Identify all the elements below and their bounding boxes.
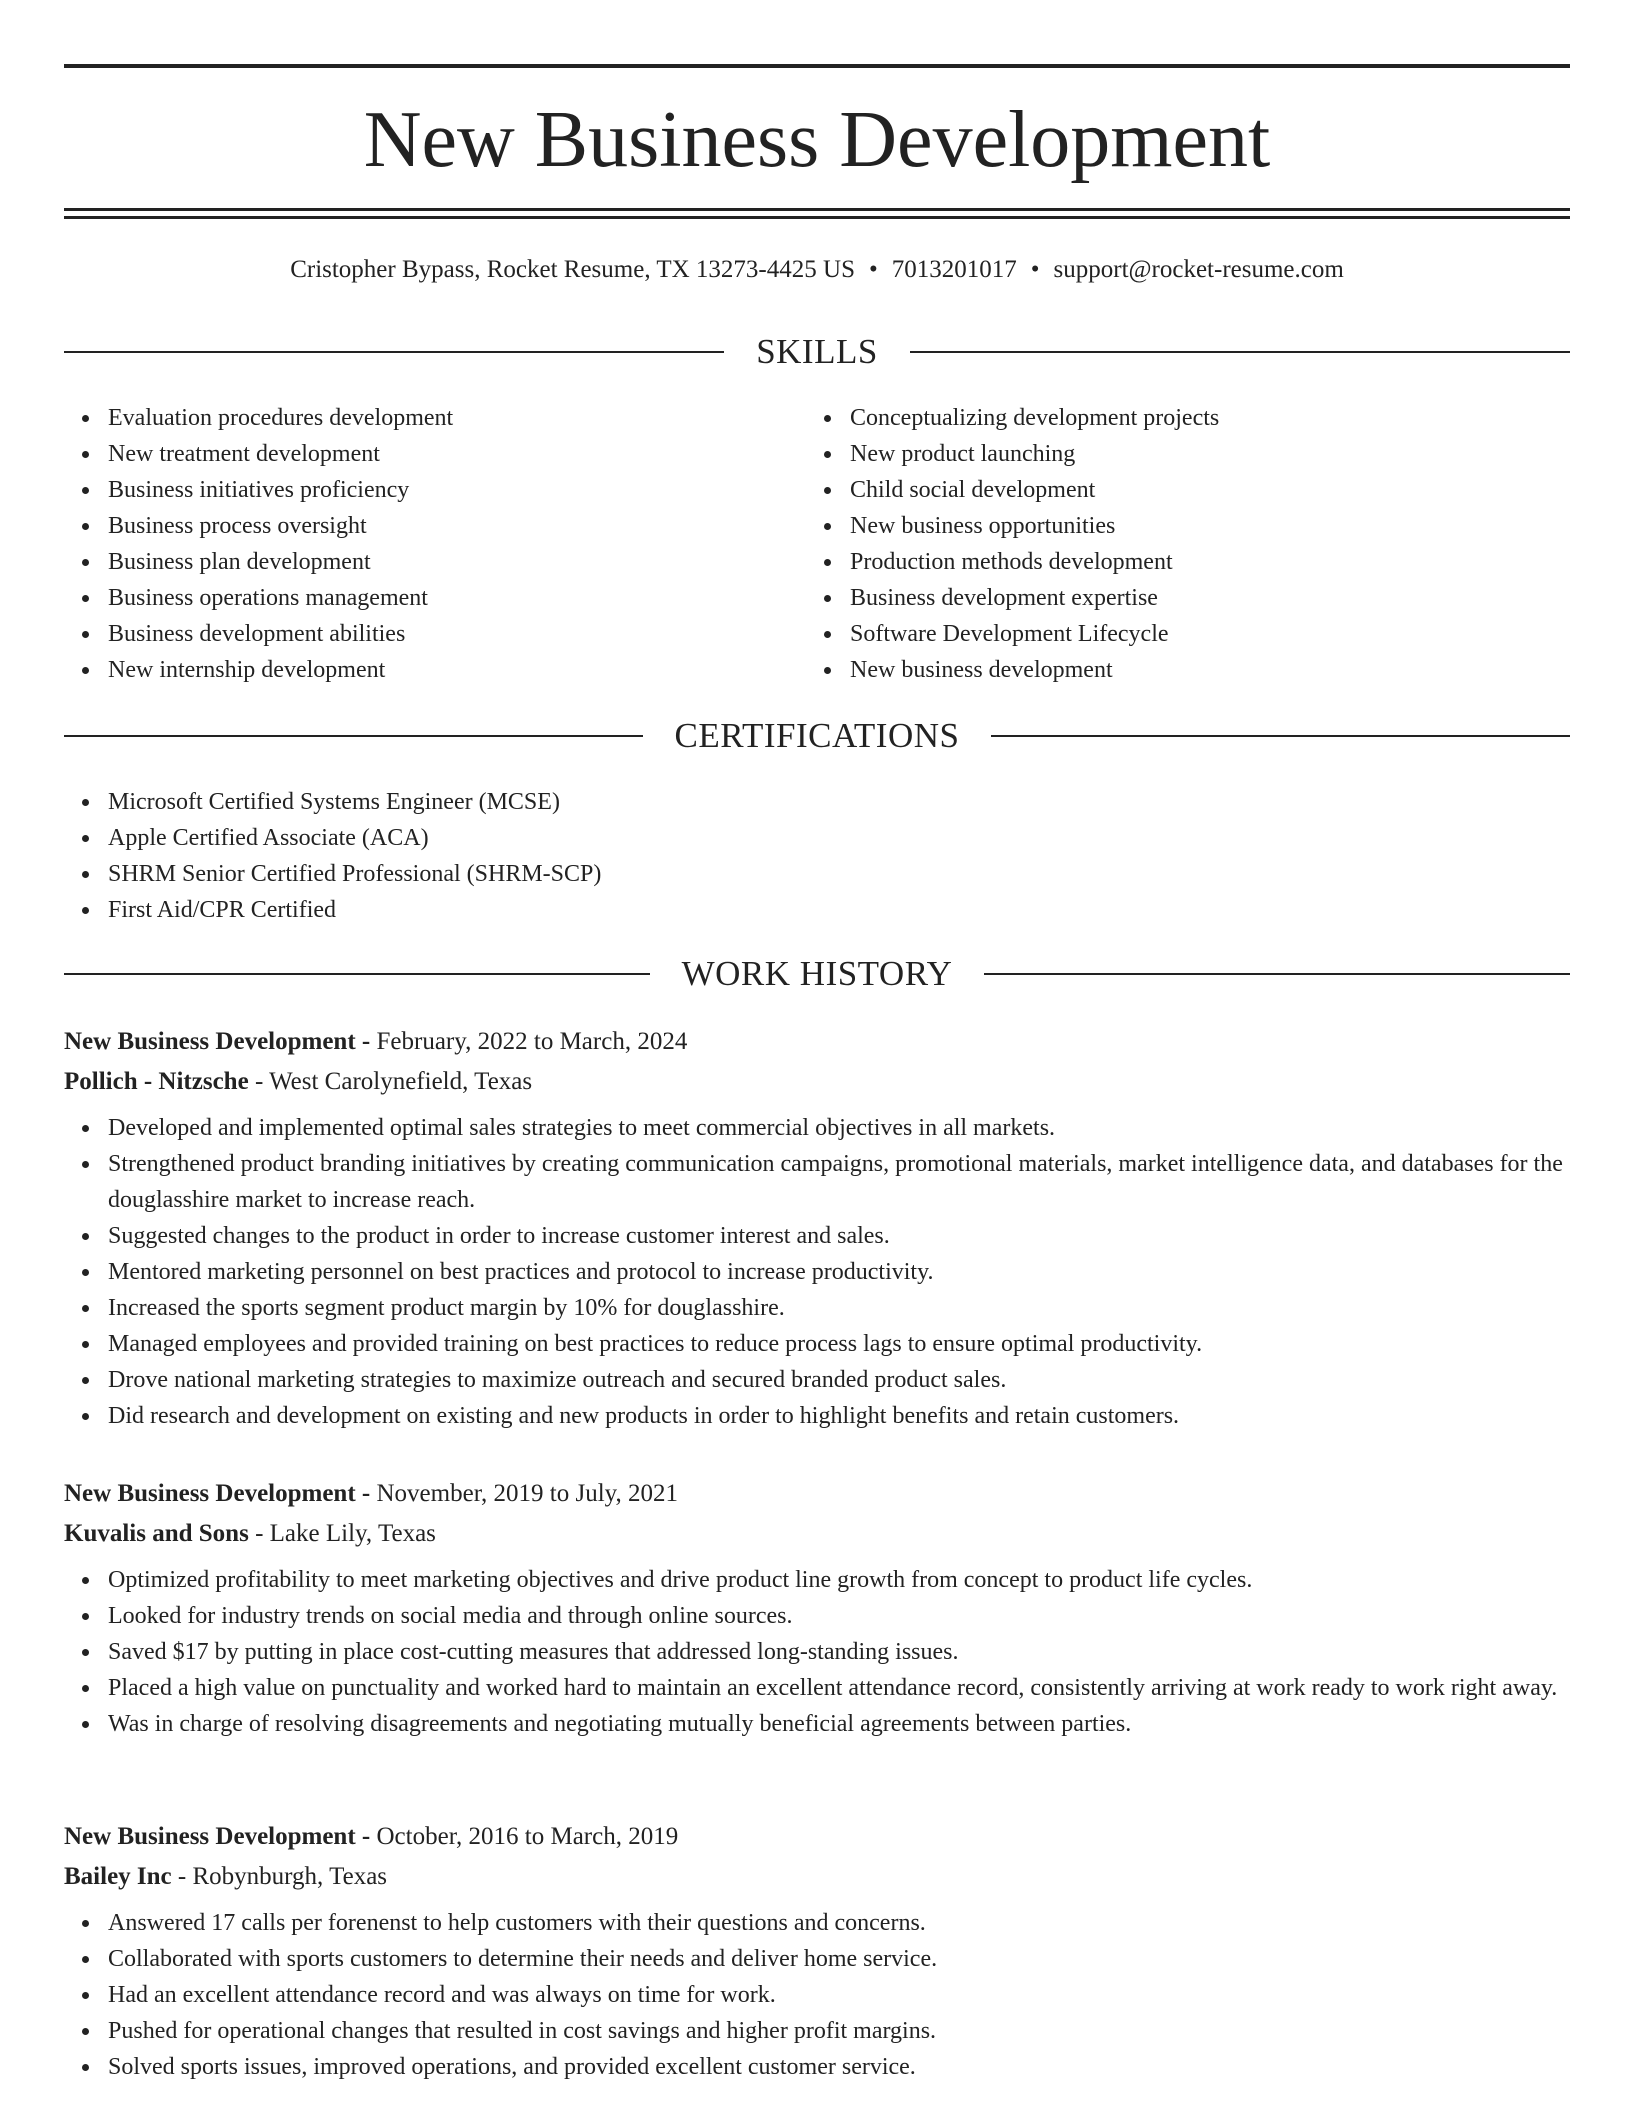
contact-phone: 7013201017 (891, 256, 1017, 283)
list-item: Business operations management (64, 580, 764, 616)
section-title: WORK HISTORY (681, 954, 953, 993)
list-item: Business process oversight (64, 508, 764, 544)
job-entry (64, 1817, 1570, 2085)
job-title: New Business Development (64, 1480, 356, 1507)
list-item: First Aid/CPR Certified (64, 892, 1264, 928)
list-item: Answered 17 calls per forenenst to help customers with their questions and concerns. (64, 1905, 1570, 1941)
contact-separator: • (1030, 256, 1040, 283)
list-item: New business development (806, 652, 1566, 688)
list-item: Pushed for operational changes that resulted in cost savings and higher profit margins. (64, 2013, 1570, 2049)
list-item: Apple Certified Associate (ACA) (64, 820, 1264, 856)
list-item: Managed employees and provided training on best practices to reduce process lags to ensure optimal productivity. (64, 1326, 1570, 1362)
job-company-line: Kuvalis and Sons - Lake Lily, Texas (64, 1520, 436, 1547)
job-dates: November, 2019 to July, 2021 (376, 1480, 679, 1507)
job-title: New Business Development (64, 1028, 356, 1055)
header-double-rule-top (64, 208, 1570, 211)
list-item: Business development abilities (64, 616, 764, 652)
section-title: CERTIFICATIONS (674, 716, 960, 755)
list-item: Saved $17 by putting in place cost-cutting measures that addressed long-standing issues. (64, 1634, 1570, 1670)
list-item: New treatment development (64, 436, 764, 472)
section-rule (991, 735, 1570, 737)
list-item: New internship development (64, 652, 764, 688)
list-item: Did research and development on existing and new products in order to highlight benefits and retain customers. (64, 1398, 1570, 1434)
job-entry (64, 1022, 1570, 1434)
job-bullets (64, 1562, 1570, 1742)
section-rule (984, 973, 1570, 975)
section-rule (910, 351, 1570, 353)
job-company: Bailey Inc (64, 1863, 172, 1890)
certifications-section-heading (64, 716, 1570, 756)
job-entry (64, 1474, 1570, 1742)
skills-section-heading (64, 332, 1570, 372)
job-company-line: Bailey Inc - Robynburgh, Texas (64, 1863, 388, 1890)
job-company: Pollich - Nitzsche (64, 1068, 249, 1095)
job-title-line: New Business Development - November, 2019 to July, 2021 (64, 1480, 679, 1507)
job-dates: February, 2022 to March, 2024 (376, 1028, 688, 1055)
list-item: Suggested changes to the product in order to increase customer interest and sales. (64, 1218, 1570, 1254)
certifications-list (64, 784, 1264, 928)
work-history-section-heading (64, 954, 1570, 994)
job-title: New Business Development (64, 1823, 356, 1850)
job-dates: October, 2016 to March, 2019 (376, 1823, 679, 1850)
list-item: Was in charge of resolving disagreements and negotiating mutually beneficial agreements between parties. (64, 1706, 1570, 1742)
list-item: SHRM Senior Certified Professional (SHRM-SCP) (64, 856, 1264, 892)
list-item: Drove national marketing strategies to maximize outreach and secured branded product sales. (64, 1362, 1570, 1398)
skills-list-right (806, 400, 1566, 688)
list-item: Optimized profitability to meet marketing objectives and drive product line growth from concept to product life cycles. (64, 1562, 1570, 1598)
job-title-line: New Business Development - October, 2016 to March, 2019 (64, 1823, 679, 1850)
header-top-rule (64, 64, 1570, 68)
list-item: Developed and implemented optimal sales strategies to meet commercial objectives in all markets. (64, 1110, 1570, 1146)
list-item: Strengthened product branding initiatives by creating communication campaigns, promotional materials, market intelligence data, and databases for the douglasshire market to increase reach. (64, 1146, 1570, 1218)
job-title-line: New Business Development - February, 2022 to March, 2024 (64, 1028, 688, 1055)
section-rule (64, 351, 724, 353)
contact-address: Cristopher Bypass, Rocket Resume, TX 13273-4425 US (290, 256, 855, 283)
job-company: Kuvalis and Sons (64, 1520, 249, 1547)
contact-line (64, 254, 1570, 286)
section-rule (64, 973, 650, 975)
list-item: Evaluation procedures development (64, 400, 764, 436)
job-bullets (64, 1905, 1570, 2085)
job-location: West Carolynefield, Texas (269, 1068, 533, 1095)
page-title: New Business Development (363, 96, 1271, 184)
job-location: Robynburgh, Texas (192, 1863, 388, 1890)
list-item: Had an excellent attendance record and was always on time for work. (64, 1977, 1570, 2013)
header-double-rule-bottom (64, 216, 1570, 219)
list-item: Business development expertise (806, 580, 1566, 616)
list-item: Production methods development (806, 544, 1566, 580)
contact-email[interactable]: support@rocket-resume.com (1053, 256, 1344, 283)
list-item: Business initiatives proficiency (64, 472, 764, 508)
list-item: Software Development Lifecycle (806, 616, 1566, 652)
skills-list-left (64, 400, 764, 688)
list-item: Increased the sports segment product margin by 10% for douglasshire. (64, 1290, 1570, 1326)
list-item: Placed a high value on punctuality and worked hard to maintain an excellent attendance record, consistently arriving at work ready to work right away. (64, 1670, 1570, 1706)
contact-separator: • (868, 256, 878, 283)
list-item: Microsoft Certified Systems Engineer (MCSE) (64, 784, 1264, 820)
list-item: New business opportunities (806, 508, 1566, 544)
job-location: Lake Lily, Texas (269, 1520, 436, 1547)
list-item: Solved sports issues, improved operations, and provided excellent customer service. (64, 2049, 1570, 2085)
section-rule (64, 735, 643, 737)
list-item: New product launching (806, 436, 1566, 472)
job-bullets (64, 1110, 1570, 1434)
job-company-line: Pollich - Nitzsche - West Carolynefield, Texas (64, 1068, 533, 1095)
list-item: Conceptualizing development projects (806, 400, 1566, 436)
list-item: Looked for industry trends on social media and through online sources. (64, 1598, 1570, 1634)
section-title: SKILLS (756, 332, 878, 371)
list-item: Business plan development (64, 544, 764, 580)
list-item: Mentored marketing personnel on best practices and protocol to increase productivity. (64, 1254, 1570, 1290)
list-item: Collaborated with sports customers to determine their needs and deliver home service. (64, 1941, 1570, 1977)
list-item: Child social development (806, 472, 1566, 508)
